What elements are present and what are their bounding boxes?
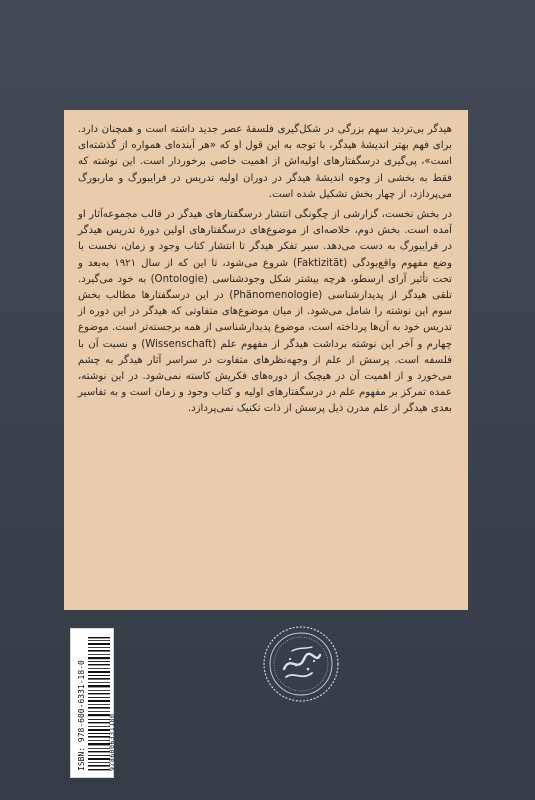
barcode-digits: 9786006331180 <box>108 713 116 771</box>
isbn-barcode-box <box>70 628 114 778</box>
blurb-panel <box>64 110 468 610</box>
publisher-seal-logo <box>262 625 340 703</box>
blurb-paragraph-1: هیدگر بی‌تردید سهم بزرگی در شکل‌گیری فلسفهٔ عصر جدید داشته است و همچنان دارد. برای فهم بهتر اندیشهٔ هیدگر، با توجه به این قول او که «هر آینده‌ای همواره از گذشته‌ای است»، پی‌گیری درسگفتارهای اولیه‌اش از اهمیت خاصی برخوردار است. این نوشته که فقط به بخشی از وجوه اندیشهٔ هیدگر در دوران اولیه تدریس در فرایبورگ و ماربورگ می‌پردازد، از چهار بخش تشکیل شده است. <box>78 124 452 200</box>
blurb-paragraph-2: در بخش نخست، گزارشی از چگونگی انتشار درسگفتارهای هیدگر در قالب مجموعه‌آثار او آمده است. بخش دوم، خلاصه‌ای از موضوع‌های درسگفتارهای اولین دورهٔ تدریس هیدگر در فرایبورگ به دست می‌دهد. سیر تفکر هیدگر تا انتشار کتاب وجود و زمان، نخست با وضع مفهوم واقع‌بودگی (Faktizität) شروع می‌شود، تا این که از سال ۱۹۲۱ به‌بعد و تحت تأثیر آرای ارسطو، هرچه بیشتر شکل وجودشناسی (Ontologie) به خود می‌گیرد. تلقی هیدگر از پدیدارشناسی (Phänomenologie) در این درسگفتارها مطالب بخش سوم این نوشته را شامل می‌شود. از میان موضوع‌های متفاوتی که هیدگر در این دوره از تدریس خود به آن‌ها پرداخته است، موضوع پدیدارشناسی از همه برجسته‌تر است. موضوع چهارم و آخر این نوشته برداشت هیدگر از مفهوم علم (Wissenschaft) و نسبت آن با فلسفه است. پرسش از علم از وجهه‌نظرهای متفاوت در سراسر آثار هیدگر به چشم می‌خورد و از اهمیت آن در هیچیک از دوره‌های فکریش کاسته نمی‌شود. در این نوشته، عمده تمرکز بر مفهوم علم در درسگفتارهای اولیه و کتاب وجود و زمان است و به تفاسیر بعدی هیدگر از علم مدرن ذیل پرسش از ذات تکنیک نمی‌پردازد. <box>78 209 452 415</box>
isbn-label: ISBN: 978-600-6331-18-0 <box>77 660 86 771</box>
